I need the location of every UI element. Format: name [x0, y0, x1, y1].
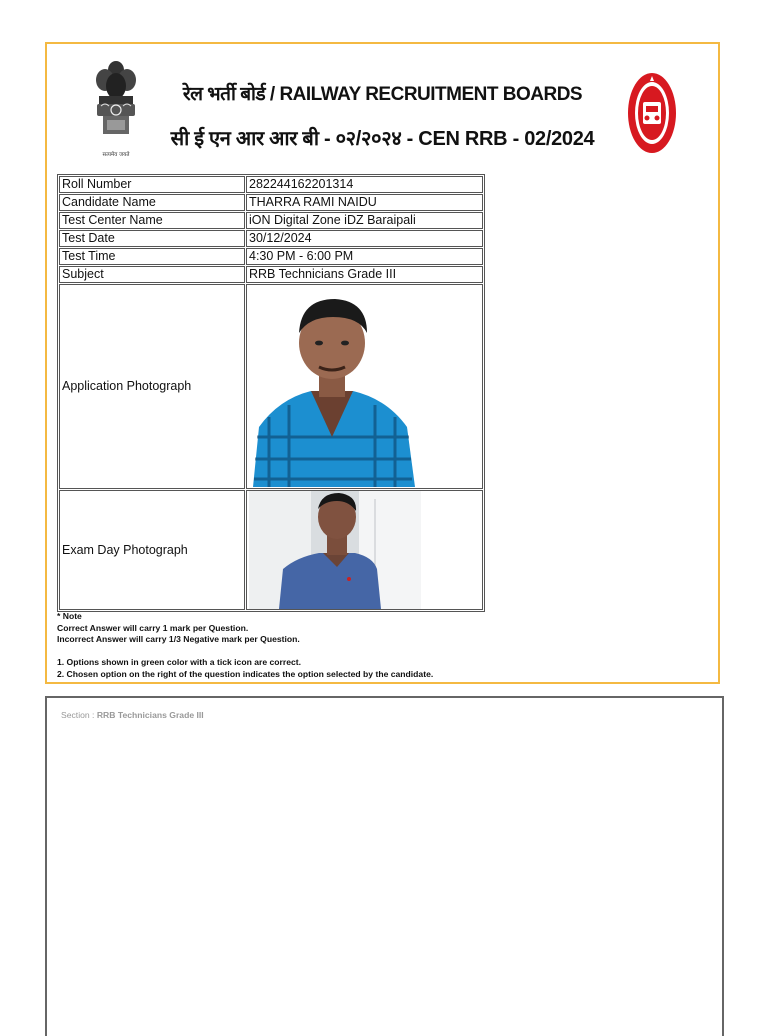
- candidate-name-label: Candidate Name: [59, 194, 245, 211]
- section-card: [45, 696, 724, 1036]
- indian-railways-logo-icon: [627, 72, 677, 154]
- table-row: [59, 176, 483, 193]
- candidate-info-table: [57, 174, 485, 612]
- test-time-value: 4:30 PM - 6:00 PM: [246, 248, 483, 265]
- table-row: [59, 212, 483, 229]
- section-label: [61, 710, 204, 720]
- note-line: Incorrect Answer will carry 1/3 Negative mark per Question.: [57, 634, 300, 645]
- section-name: RRB Technicians Grade III: [96, 710, 204, 720]
- application-photo: [249, 287, 415, 487]
- roll-number-value: 282244162201314: [246, 176, 483, 193]
- page-title: रेल भर्ती बोर्ड / RAILWAY RECRUITMENT BOARDS: [182, 84, 583, 105]
- exam-day-photo-cell: [246, 490, 483, 610]
- test-time-label: Test Time: [59, 248, 245, 265]
- section-label-prefix: Section :: [61, 710, 95, 720]
- note-heading: * Note: [57, 611, 82, 621]
- test-date-label: Test Date: [59, 230, 245, 247]
- subject-label: Subject: [59, 266, 245, 283]
- table-row: [59, 284, 483, 489]
- exam-day-photo: [249, 491, 421, 609]
- emblem-caption: सत्यमेव जयते: [102, 152, 130, 158]
- notes: [57, 611, 433, 681]
- scorecard-header-card: [45, 42, 720, 684]
- table-row: [59, 266, 483, 283]
- test-date-value: 30/12/2024: [246, 230, 483, 247]
- note-line: 1. Options shown in green color with a tick icon are correct.: [57, 657, 302, 668]
- header: [47, 44, 718, 174]
- table-row: [59, 490, 483, 610]
- exam-day-photo-label: Exam Day Photograph: [59, 490, 245, 610]
- test-center-label: Test Center Name: [59, 212, 245, 229]
- table-row: [59, 194, 483, 211]
- table-row: [59, 248, 483, 265]
- test-center-value: iON Digital Zone iDZ Baraipali: [246, 212, 483, 229]
- application-photo-cell: [246, 284, 483, 489]
- application-photo-label: Application Photograph: [59, 284, 245, 489]
- exam-title: सी ई एन आर आर बी - ०२/२०२४ - CEN RRB - 02/2024: [170, 128, 595, 150]
- note-line: Correct Answer will carry 1 mark per Question.: [57, 622, 249, 633]
- roll-number-label: Roll Number: [59, 176, 245, 193]
- note-line: 2. Chosen option on the right of the question indicates the option selected by the candidate.: [57, 668, 434, 679]
- candidate-name-value: THARRA RAMI NAIDU: [246, 194, 483, 211]
- table-row: [59, 230, 483, 247]
- subject-value: RRB Technicians Grade III: [246, 266, 483, 283]
